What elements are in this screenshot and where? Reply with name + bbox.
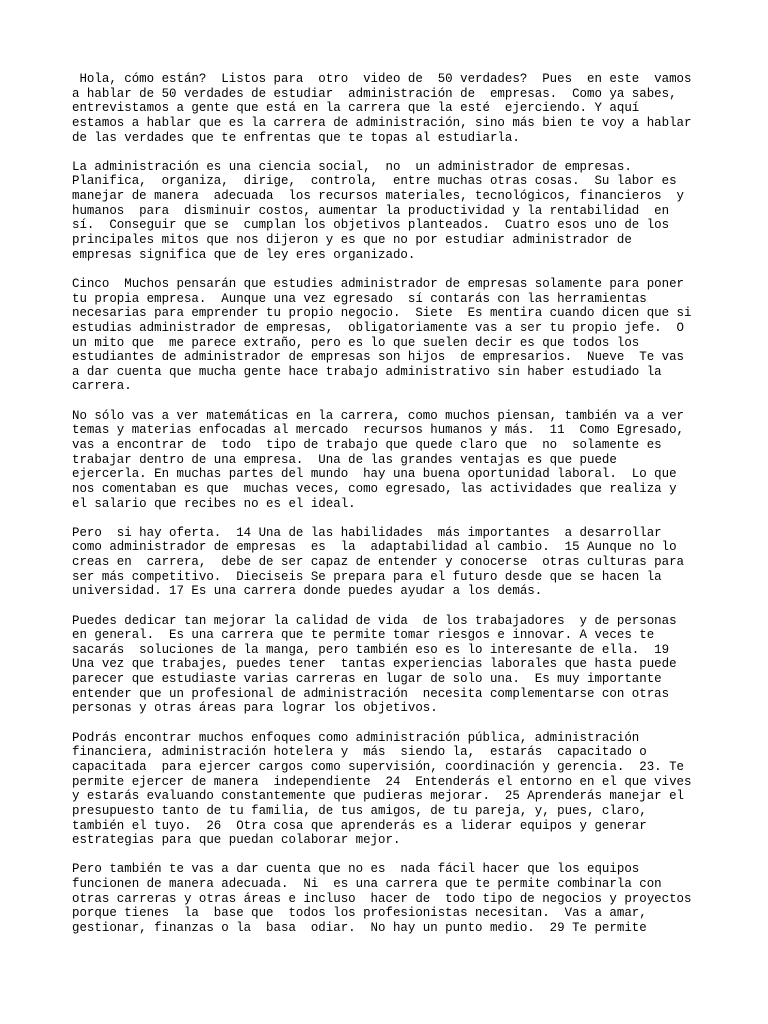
paragraph-4: No sólo vas a ver matemáticas en la carrera, como muchos piensan, también va a ver temas y materias enfocadas al mercado recursos humanos y más. 11 Como Egresado, vas a encontrar de todo tipo de trabajo que quede claro que no solamente es trabajar dentro de una empresa. Una de las grandes ventajas es que puede ejercerla. En muchas partes del mundo hay una buena oportunidad laboral. Lo que nos comentaban es que muchas veces, como egresado, las actividades que realiza y el salario que recibes no es el ideal. bbox=[72, 408, 685, 511]
paragraph-6: Puedes dedicar tan mejorar la calidad de vida de los trabajadores y de personas en general. Es una carrera que te permite tomar riesgos e innovar. A veces te sacarás soluciones de la manga, pero también eso es lo interesante de ella. 19 Una vez que trabajes, puedes tener tantas experiencias laborales que hasta puede parecer que estudiaste varias carreras en lugar de solo una. Es muy importante entender que un profesional de administración necesita complementarse con otras personas y otras áreas para lograr los objetivos. bbox=[72, 613, 677, 716]
paragraph-7: Podrás encontrar muchos enfoques como administración pública, administración financiera, administración hotelera y más siendo la, estarás capacitado o capacitada para ejercer cargos como supervisión, coordinación y gerencia. 23. Te permite ejercer de manera independiente 24 Entenderás el entorno en el que vives y estarás evaluando constantemente que pudieras mejorar. 25 Aprenderás manejar el presupuesto tanto de tu familia, de tus amigos, de tu pareja, y, pues, claro, también el tuyo. 26 Otra cosa que aprenderás es a liderar equipos y generar estrategias para que puedan colaborar mejor. bbox=[72, 730, 692, 848]
document-page bbox=[72, 72, 702, 950]
paragraph-3: Cinco Muchos pensarán que estudies administrador de empresas solamente para poner tu propia empresa. Aunque una vez egresado sí contarás con las herramientas necesarias para emprender tu propio negocio. Siete Es mentira cuando dicen que si estudias administrador de empresas, obligatoriamente vas a ser tu propio jefe. O un mito que me parece extraño, pero es lo que suelen decir es que todos los estudiantes de administrador de empresas son hijos de empresarios. Nueve Te vas a dar cuenta que mucha gente hace trabajo administrativo sin haber estudiado la carrera. bbox=[72, 276, 692, 394]
paragraph-8: Pero también te vas a dar cuenta que no es nada fácil hacer que los equipos funcionen de manera adecuada. Ni es una carrera que te permite combinarla con otras carreras y otras áreas e incluso hacer de todo tipo de negocios y proyectos porque tienes la base que todos los profesionistas necesitan. Vas a amar, gestionar, finanzas o la basa odiar. No hay un punto medio. 29 Te permite bbox=[72, 862, 692, 935]
paragraph-1: Hola, cómo están? Listos para otro video de 50 verdades? Pues en este vamos a hablar de 50 verdades de estudiar administración de empresas. Como ya sabes, entrevistamos a gente que está en la carrera que la esté ejerciendo. Y aquí estamos a hablar que es la carrera de administración, sino más bien te voy a hablar de las verdades que te enfrentas que te topas al estudiarla. bbox=[72, 72, 692, 145]
paragraph-5: Pero si hay oferta. 14 Una de las habilidades más importantes a desarrollar como administrador de empresas es la adaptabilidad al cambio. 15 Aunque no lo creas en carrera, debe de ser capaz de entender y conocerse otras culturas para ser más competitivo. Dieciseis Se prepara para el futuro desde que se hacen la universidad. 17 Es una carrera donde puedes ayudar a los demás. bbox=[72, 525, 685, 599]
paragraph-2: La administración es una ciencia social, no un administrador de empresas. Planifica, organiza, dirige, controla, entre muchas otras cosas. Su labor es manejar de manera adecuada los recursos materiales, tecnológicos, financieros y humanos para disminuir costos, aumentar la productividad y la rentabilidad en sí. Conseguir que se cumplan los objetivos planteados. Cuatro esos uno de los principales mitos que nos dijeron y es que no por estudiar administrador de empresas significa que de ley eres organizado. bbox=[72, 159, 685, 262]
